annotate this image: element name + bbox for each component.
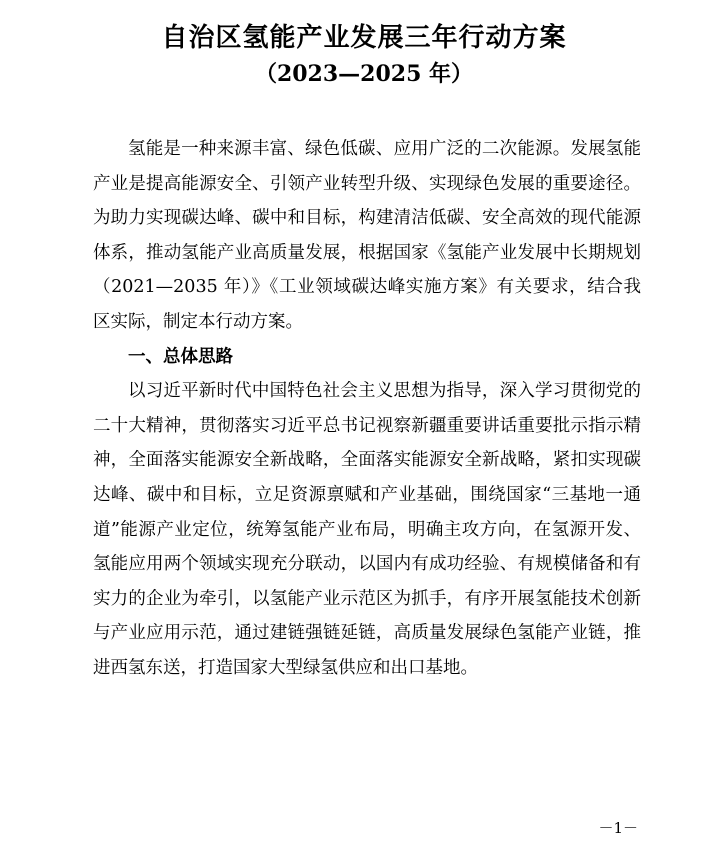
document-title: 自治区氢能产业发展三年行动方案	[161, 23, 567, 53]
document-body	[93, 132, 641, 686]
document-subtitle: （2023—2025 年）	[254, 61, 474, 87]
section-heading-overall-approach: 一、总体思路	[128, 346, 233, 367]
page-number: －1－	[598, 819, 638, 837]
intro-paragraph: 氢能是一种来源丰富、绿色低碳、应用广泛的二次能源。发展氢能产业是提高能源安全、引领产业转型升级、实现绿色发展的重要途径。为助力实现碳达峰、碳中和目标，构建清洁低碳、安全高效的现代能源体系，推动氢能产业高质量发展，根据国家《氢能产业发展中长期规划（2021—2035 年）》《工业领域碳达峰实施方案》有关要求，结合我区实际，制定本行动方案。	[93, 139, 641, 332]
section-overall-approach-paragraph: 以习近平新时代中国特色社会主义思想为指导，深入学习贯彻党的二十大精神，贯彻落实习近平总书记视察新疆重要讲话重要批示指示精神，全面落实能源安全新战略，全面落实能源安全新战略，紧扣实现碳达峰、碳中和目标，立足资源禀赋和产业基础，围绕国家“三基地一通道”能源产业定位，统筹氢能产业布局，明确主攻方向，在氢源开发、氢能应用两个领域实现充分联动，以国内有成功经验、有规模储备和有实力的企业为牵引，以氢能产业示范区为抓手，有序开展氢能技术创新与产业应用示范，通过建链强链延链，高质量发展绿色氢能产业链，推进西氢东送，打造国家大型绿氢供应和出口基地。	[93, 381, 641, 678]
